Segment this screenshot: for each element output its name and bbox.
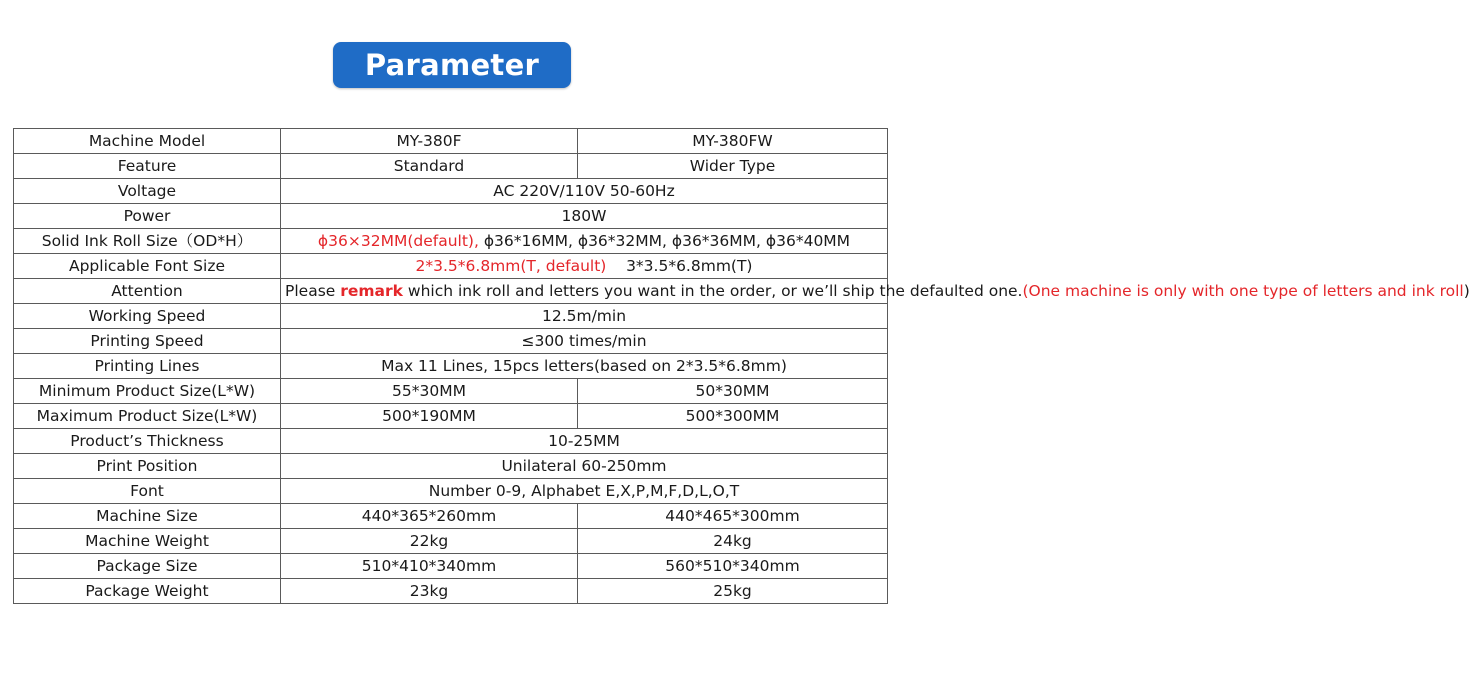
model-a-value: 55*30MM xyxy=(281,379,578,404)
table-row xyxy=(14,354,888,379)
attention-text-2: which ink roll and letters you want in the order, or we’ll ship the defaulted one. xyxy=(402,282,1023,300)
row-label: Working Speed xyxy=(14,304,281,329)
other-ink-rolls: ϕ36*16MM, ϕ36*32MM, ϕ36*36MM, ϕ36*40MM xyxy=(478,232,851,250)
model-b-value: 500*300MM xyxy=(578,404,888,429)
table-row xyxy=(14,579,888,604)
shared-value: Max 11 Lines, 15pcs letters(based on 2*3.5*6.8mm) xyxy=(281,354,888,379)
shared-value: Unilateral 60-250mm xyxy=(281,454,888,479)
table-row xyxy=(14,504,888,529)
row-label: Voltage xyxy=(14,179,281,204)
table-row xyxy=(14,204,888,229)
table-row xyxy=(14,329,888,354)
model-b-value: 50*30MM xyxy=(578,379,888,404)
table-row xyxy=(14,429,888,454)
model-a-value: 22kg xyxy=(281,529,578,554)
attention-remark: remark xyxy=(340,282,403,300)
table-row xyxy=(14,554,888,579)
row-label: Power xyxy=(14,204,281,229)
table-row xyxy=(14,229,888,254)
model-b-value: Wider Type xyxy=(578,154,888,179)
default-font-size: 2*3.5*6.8mm(T, default) xyxy=(415,257,607,275)
shared-value: 10-25MM xyxy=(281,429,888,454)
row-label: Machine Size xyxy=(14,504,281,529)
table-row xyxy=(14,304,888,329)
font-size-value xyxy=(281,254,888,279)
page-title: Parameter xyxy=(333,42,571,88)
table-row xyxy=(14,179,888,204)
attention-text-3: ) xyxy=(1463,282,1470,300)
table-row xyxy=(14,154,888,179)
ink-roll-value xyxy=(281,229,888,254)
model-a-value: Standard xyxy=(281,154,578,179)
table-row xyxy=(14,479,888,504)
row-label: Machine Model xyxy=(14,129,281,154)
model-a-value: 23kg xyxy=(281,579,578,604)
model-b-value: 560*510*340mm xyxy=(578,554,888,579)
shared-value: ≤300 times/min xyxy=(281,329,888,354)
model-a-value: 510*410*340mm xyxy=(281,554,578,579)
row-label: Maximum Product Size(L*W) xyxy=(14,404,281,429)
row-label: Printing Lines xyxy=(14,354,281,379)
table-row xyxy=(14,279,888,304)
row-label: Package Weight xyxy=(14,579,281,604)
model-a-value: 440*365*260mm xyxy=(281,504,578,529)
model-a-value: 500*190MM xyxy=(281,404,578,429)
shared-value: Number 0-9, Alphabet E,X,P,M,F,D,L,O,T xyxy=(281,479,888,504)
row-label: Attention xyxy=(14,279,281,304)
row-label: Print Position xyxy=(14,454,281,479)
table-row xyxy=(14,254,888,279)
default-ink-roll: ϕ36×32MM(default), xyxy=(317,232,479,250)
table-row xyxy=(14,404,888,429)
shared-value: 12.5m/min xyxy=(281,304,888,329)
row-label: Applicable Font Size xyxy=(14,254,281,279)
shared-value: 180W xyxy=(281,204,888,229)
row-label: Minimum Product Size(L*W) xyxy=(14,379,281,404)
row-label: Package Size xyxy=(14,554,281,579)
model-b-value: MY-380FW xyxy=(578,129,888,154)
model-a-value: MY-380F xyxy=(281,129,578,154)
table-row xyxy=(14,529,888,554)
row-label: Product’s Thickness xyxy=(14,429,281,454)
table-row xyxy=(14,129,888,154)
attention-warning: (One machine is only with one type of letters and ink roll xyxy=(1022,282,1464,300)
parameter-table xyxy=(13,128,1470,604)
model-b-value: 440*465*300mm xyxy=(578,504,888,529)
row-label: Printing Speed xyxy=(14,329,281,354)
table-row xyxy=(14,454,888,479)
shared-value: AC 220V/110V 50-60Hz xyxy=(281,179,888,204)
row-label: Machine Weight xyxy=(14,529,281,554)
other-font-size: 3*3.5*6.8mm(T) xyxy=(626,257,753,275)
row-label: Solid Ink Roll Size（OD*H） xyxy=(14,229,281,254)
attention-note xyxy=(281,279,1470,304)
table-row xyxy=(14,379,888,404)
row-label: Font xyxy=(14,479,281,504)
row-label: Feature xyxy=(14,154,281,179)
model-b-value: 24kg xyxy=(578,529,888,554)
model-b-value: 25kg xyxy=(578,579,888,604)
attention-text-1: Please xyxy=(285,282,341,300)
